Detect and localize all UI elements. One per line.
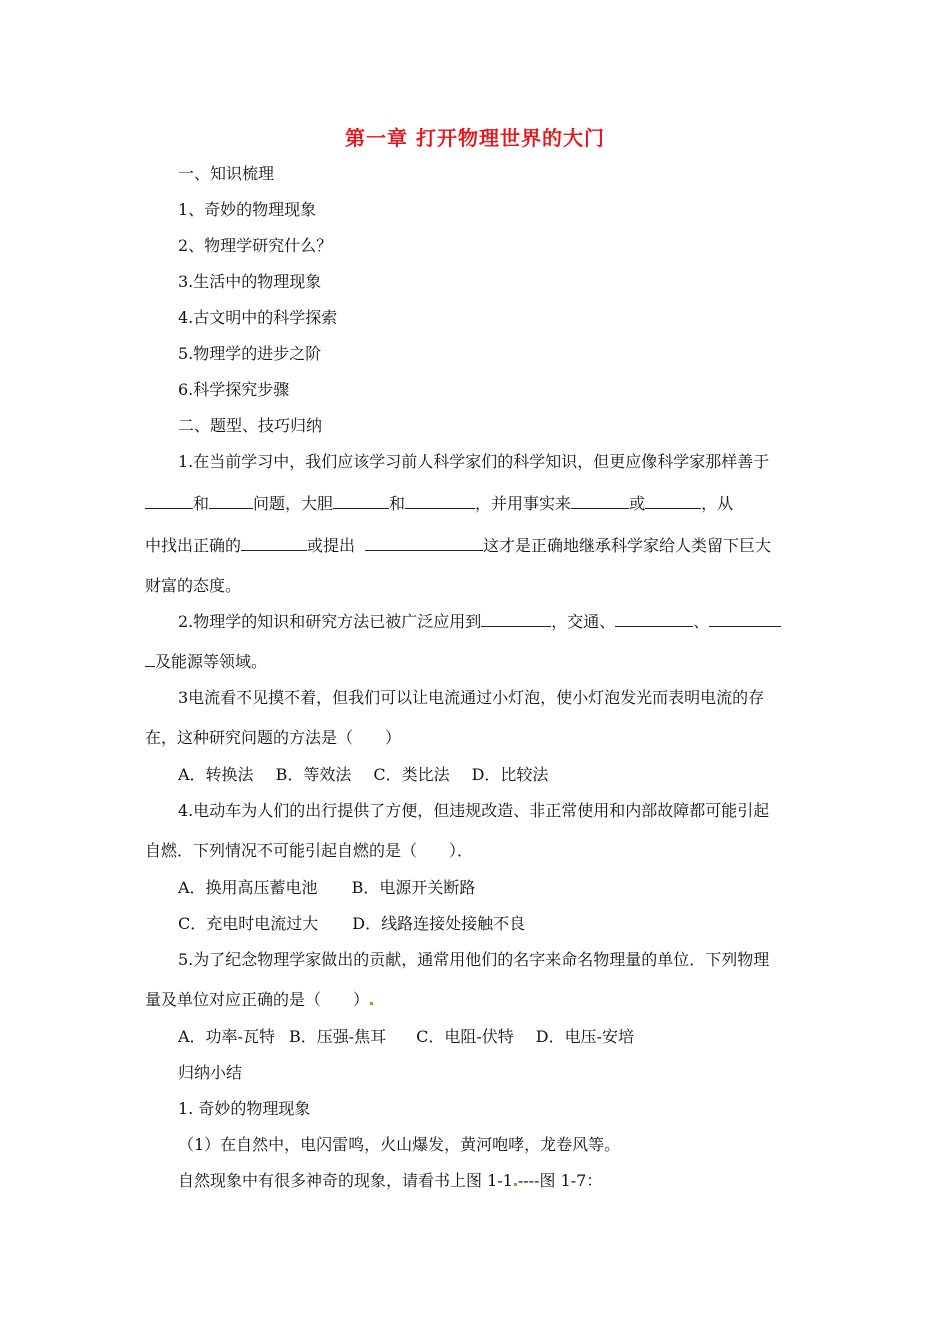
question-text: 和: [193, 494, 210, 513]
question-text: 2.物理学的知识和研究方法已被广泛应用到: [178, 612, 482, 631]
question-3-options: [178, 765, 548, 785]
question-4-line-1: 4.电动车为人们的出行提供了方便，但违规改造、非正常使用和内部故障都可能引起: [178, 801, 770, 820]
option-a[interactable]: A．转换法: [178, 765, 254, 784]
option-d[interactable]: D．比较法: [471, 765, 549, 784]
question-1-line-3: [145, 536, 771, 556]
section-heading: 一、知识梳理: [178, 164, 275, 183]
summary-text-part: ----图 1-7：: [517, 1171, 603, 1190]
question-5-line-2: [145, 990, 374, 1010]
mark-dot: [514, 1183, 517, 1186]
question-1-line-2: [145, 494, 733, 514]
outline-item: 1、奇妙的物理现象: [178, 200, 317, 219]
question-text: 、: [693, 612, 710, 631]
option-a[interactable]: A．功率-瓦特: [178, 1027, 275, 1046]
question-text: ，交通、: [551, 612, 616, 631]
option-b[interactable]: B．压强-焦耳: [288, 1027, 387, 1046]
answer-blank[interactable]: [481, 612, 551, 627]
option-d[interactable]: D．线路连接处接触不良: [352, 914, 526, 933]
question-3-line-1: 3电流看不见摸不着，但我们可以让电流通过小灯泡，使小灯泡发光而表明电流的存: [178, 688, 765, 707]
question-text: 这才是正确地继承科学家给人类留下巨大: [483, 536, 772, 555]
question-4-line-2: 自燃．下列情况不可能引起自燃的是（ ）．: [145, 841, 474, 860]
question-text: ，从: [701, 494, 734, 513]
answer-blank[interactable]: [405, 494, 475, 509]
outline-item: 6.科学探究步骤: [178, 380, 290, 399]
question-2-line-1: [178, 612, 781, 632]
option-c[interactable]: C．电阻-伏特: [416, 1027, 514, 1046]
option-b[interactable]: B．等效法: [275, 765, 352, 784]
question-2-line-2: [145, 652, 267, 672]
question-text: 量及单位对应正确的是（ ）: [145, 990, 370, 1009]
outline-item: 2、物理学研究什么？: [178, 236, 333, 255]
question-1-line-4: 财富的态度。: [145, 576, 242, 595]
question-text: 1.在当前学习中，我们应该学习前人科学家们的科学知识，但更应像科学家那样善于: [178, 452, 770, 471]
question-5-line-1: 5.为了纪念物理学家做出的贡献，通常用他们的名字来命名物理量的单位．下列物理: [178, 950, 770, 969]
question-4-options-row-2: [178, 914, 525, 934]
answer-blank[interactable]: [571, 494, 629, 509]
option-c[interactable]: C．类比法: [373, 765, 450, 784]
question-text: 或: [629, 494, 646, 513]
mark-dot: [370, 1002, 373, 1005]
answer-blank[interactable]: [645, 494, 701, 509]
summary-heading: 归纳小结: [178, 1063, 243, 1082]
question-4-options-row-1: [178, 878, 475, 898]
option-d[interactable]: D．电压-安培: [535, 1027, 635, 1046]
option-c[interactable]: C．充电时电流过大: [178, 914, 319, 933]
outline-item: 4.古文明中的科学探索: [178, 308, 338, 327]
summary-item: 1. 奇妙的物理现象: [178, 1099, 311, 1118]
summary-subitem: （1）在自然中，电闪雷鸣，火山爆发，黄河咆哮，龙卷风等。: [178, 1135, 621, 1154]
answer-blank[interactable]: [145, 494, 193, 509]
chapter-title: 第一章 打开物理世界的大门: [345, 126, 605, 150]
answer-blank[interactable]: [615, 612, 693, 627]
question-text: 和: [389, 494, 406, 513]
option-b[interactable]: B．电源开关断路: [351, 878, 476, 897]
answer-blank[interactable]: [709, 612, 781, 627]
question-1-line-1: [178, 452, 769, 472]
question-text: 或提出: [307, 536, 356, 555]
question-5-options: [178, 1027, 634, 1047]
question-text: 及能源等领域。: [155, 652, 268, 671]
summary-text-part: 自然现象中有很多神奇的现象，请看书上图 1-1: [178, 1171, 513, 1190]
summary-text: [178, 1171, 602, 1191]
outline-item: 5.物理学的进步之阶: [178, 344, 322, 363]
answer-blank[interactable]: [145, 652, 155, 667]
answer-blank[interactable]: [241, 536, 307, 551]
section-heading: 二、题型、技巧归纳: [178, 416, 323, 435]
outline-item: 3.生活中的物理现象: [178, 272, 322, 291]
question-text: ，并用事实来: [475, 494, 572, 513]
answer-blank[interactable]: [209, 494, 253, 509]
question-text: 问题，大胆: [253, 494, 334, 513]
question-3-line-2: 在，这种研究问题的方法是（ ）: [145, 728, 402, 747]
answer-blank[interactable]: [365, 536, 483, 551]
question-text: 中找出正确的: [145, 536, 242, 555]
answer-blank[interactable]: [333, 494, 389, 509]
option-a[interactable]: A．换用高压蓄电池: [178, 878, 318, 897]
